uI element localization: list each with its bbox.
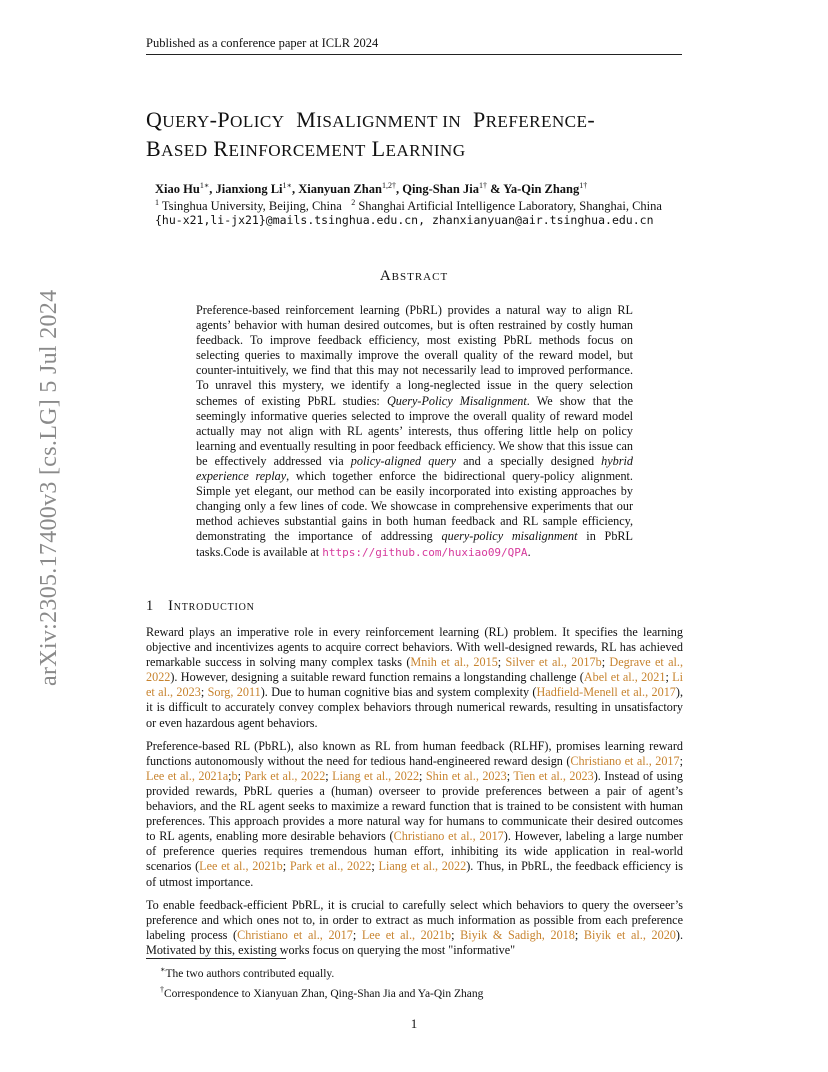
code-link[interactable]: https://github.com/huxiao09/QPA: [322, 545, 528, 559]
citation-link[interactable]: Lee et al., 2021a: [146, 768, 229, 783]
citation-link[interactable]: Park et al., 2022: [244, 768, 326, 783]
citation-link[interactable]: Tien et al., 2023: [513, 768, 594, 783]
page-number: 1: [410, 1016, 418, 1031]
paper-title: [146, 106, 706, 164]
affiliations: $^1$ Tsinghua University, Beijing, China $^2$ Shanghai Artificial Intelligence Laboratory, Shanghai, China: [155, 198, 662, 214]
citation-link[interactable]: Biyik et al., 2020: [583, 927, 676, 942]
citation-link[interactable]: Christiano et al., 2017: [237, 927, 353, 942]
section-heading: 1 Introduction: [146, 598, 255, 614]
citation-link[interactable]: Biyik & Sadigh, 2018: [460, 927, 575, 942]
citation-link[interactable]: Lee et al., 2021b: [199, 859, 283, 874]
footnote-divider: [146, 958, 286, 959]
paragraph-1: Reward plays an imperative role in every reinforcement learning (RL) problem. It specifies the learning objective and incentivizes agents to acquire correct behaviors. With well-designed rewards, RL has achieved remarkable success in solving many complex tasks (Mnih et al., 2015; Silver et al., 2017b; Degrave et al., 2022). However, designing a suitable reward function remains a longstanding challenge (Abel et al., 2021; Li et al., 2023; Sorg, 2011). Due to human cognitive bias and system complexity (Hadfield-Menell et al., 2017), it is difficult to accurately convey complex behaviors through numerical rewards, resulting in unsatisfactory or even hazardous agent behaviors.: [146, 625, 684, 730]
paragraph-2: Preference-based RL (PbRL), also known as RL from human feedback (RLHF), promises learning reward functions autonomously without the need for tedious hand-engineered reward design (Christiano et al., 2017; Lee et al., 2021a;b; Park et al., 2022; Liang et al., 2022; Shin et al., 2023; Tien et al., 2023). Instead of using provided rewards, PbRL queries a (human) overseer to provide preferences between a pair of agent’s behaviors, and the RL agent seeks to maximize a reward function that is trained to be consistent with human preferences. This approach provides a more natural way for humans to communicate their desired outcomes to RL agents, enabling more desirable behaviors (Christiano et al., 2017). However, labeling a large number of preference queries requires tremendous human effort, inhibiting its wide application in real-world scenarios (Lee et al., 2021b; Park et al., 2022; Liang et al., 2022). Thus, in PbRL, the feedback efficiency is of utmost importance.: [146, 738, 684, 889]
title-line-1: QUERY-POLICY MISALIGNMENT IN PREFERENCE-: [146, 107, 596, 132]
citation-link[interactable]: Mnih et al., 2015: [410, 655, 498, 670]
citation-link[interactable]: Liang et al., 2022: [378, 859, 467, 874]
citation-link[interactable]: Silver et al., 2017b: [505, 655, 602, 670]
footnote-2: †Correspondence to Xianyuan Zhan, Qing-Shan Jia and Ya-Qin Zhang: [160, 984, 484, 1000]
citation-link[interactable]: Hadfield-Menell et al., 2017: [536, 685, 676, 700]
author-2: Jianxiong Li: [215, 182, 283, 197]
intro-body: [146, 625, 683, 966]
abstract-heading: Abstract: [379, 268, 449, 284]
author-4: Qing-Shan Jia: [402, 182, 479, 197]
citation-link[interactable]: Shin et al., 2023: [425, 768, 507, 783]
abstract-text: Preference-based reinforcement learning (PbRL) provides a natural way to align RL agents’ behavior with human desired outcomes, but is often restrained by costly human feedback. To improve feedback efficiency, most existing PbRL methods focus on selecting queries to maximally improve the overall quality of the reward model, but counter-intuitively, we find that this may not necessarily lead to improved performance. To unravel this mystery, we identify a long-neglected issue in the query selection schemes of existing PbRL studies: Query-Policy Misalignment. We show that the seemingly informative queries selected to improve the overall quality of reward model actually may not align with RL agents’ interests, thus offering little help on policy learning and eventually resulting in poor feedback efficiency. We show that this issue can be effectively addressed via policy-aligned query and a specially designed hybrid experience replay, which together enforce the bidirectional query-policy alignment. Simple yet elegant, our method can be easily incorporated into existing approaches by changing only a few lines of code. We showcase in comprehensive experiments that our method achieves substantial gains in both human feedback and RL sample efficiency, demonstrating the importance of addressing query-policy misalignment in PbRL tasks.Code is available at https://github.com/huxiao09/QPA.: [196, 303, 633, 559]
author-3: Xianyuan Zhan: [298, 182, 382, 197]
author-emails: {hu-x21,li-jx21}@mails.tsinghua.edu.cn, zhanxianyuan@air.tsinghua.edu.cn: [155, 213, 654, 227]
citation-link[interactable]: Liang et al., 2022: [332, 768, 420, 783]
citation-link[interactable]: Li et al., 2023: [146, 670, 683, 700]
affiliation-2: Shanghai Artificial Intelligence Laboratory, Shanghai, China: [358, 199, 662, 214]
running-header: Published as a conference paper at ICLR 2024: [146, 36, 682, 55]
paragraph-3: To enable feedback-efficient PbRL, it is crucial to carefully select which behaviors to query the overseer’s preference and which ones not to, in order to extract as much information as possible from each preference labeling process (Christiano et al., 2017; Lee et al., 2021b; Biyik & Sadigh, 2018; Biyik et al., 2020). Motivated by this, existing works focus on querying the most "informative": [146, 897, 683, 957]
author-list: Xiao $Hu^{1∗}$, Jianxiong $Li^{1∗}$, Xianyuan Zhan$^{1,2\dagger}$, Qing-Shan Jia$^{1\dagger}$ & Ya-Qin Zhang$^{1\dagger}$: [155, 181, 588, 197]
author-5: Ya-Qin Zhang: [503, 182, 580, 197]
citation-link[interactable]: Degrave et al., 2022: [146, 655, 683, 685]
citation-link[interactable]: Abel et al., 2021: [583, 670, 666, 685]
title-cap: Q: [146, 107, 163, 132]
author-1: Xiao Hu: [155, 182, 200, 197]
citation-link[interactable]: Lee et al., 2021b: [361, 927, 452, 942]
citation-link[interactable]: b: [231, 768, 238, 783]
citation-link[interactable]: Christiano et al., 2017: [570, 753, 680, 768]
footnote-1: ∗The two authors contributed equally.: [160, 965, 335, 980]
citation-link[interactable]: Sorg, 2011: [207, 685, 261, 700]
citation-link[interactable]: Christiano et al., 2017: [393, 829, 504, 844]
citation-link[interactable]: Park et al., 2022: [289, 859, 372, 874]
footnotes: [160, 962, 483, 1002]
arxiv-stamp: arXiv:2305.17400v3 [cs.LG] 5 Jul 2024: [36, 289, 62, 686]
title-line-2: BASED REINFORCEMENT LEARNING: [146, 136, 466, 161]
affiliation-1: Tsinghua University, Beijing, China: [161, 199, 342, 214]
